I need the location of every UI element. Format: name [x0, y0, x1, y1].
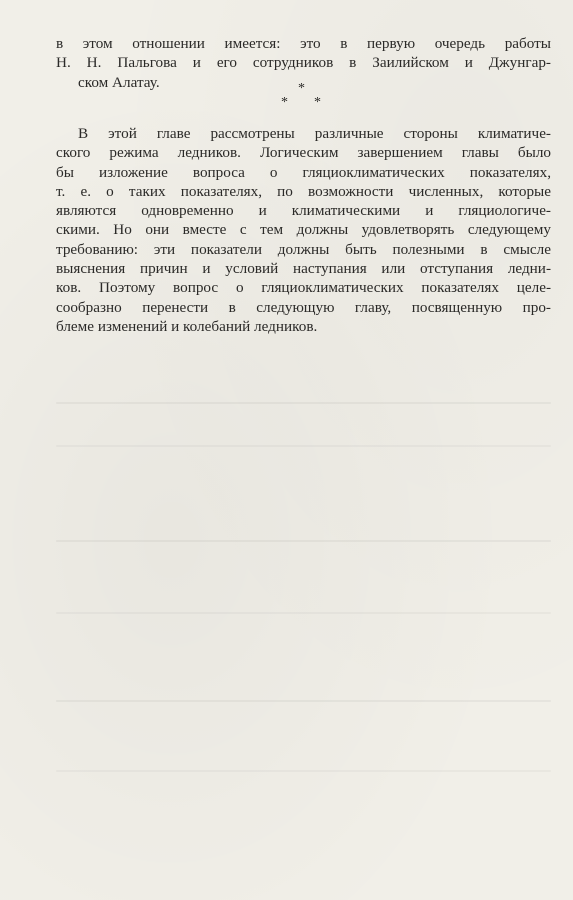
paragraph-line: в этом отношении имеется: это в первую очередь работы [56, 35, 551, 52]
paragraph-line: являются одновременно и климатическими и гляциологиче- [56, 202, 551, 220]
page-bleed-mark [56, 770, 551, 772]
paragraph-line: требованию: эти показатели должны быть полезными в смысле [56, 240, 551, 258]
paragraph-line: т. е. о таких показателях, по возможности численных, которые [56, 182, 551, 200]
page-bleed-mark [56, 700, 551, 702]
paragraph-line: В этой главе рассмотрены различные стороны климатиче- [78, 125, 551, 142]
page-bleed-mark [56, 540, 551, 542]
page-bleed-mark [56, 402, 551, 404]
paragraph-line: бы изложение вопроса о гляциоклиматических показателях, [56, 163, 551, 181]
paragraph-line: ского режима ледников. Логическим завершением главы было [56, 144, 551, 162]
main-paragraph [56, 124, 551, 336]
paragraph-line: блеме изменений и колебаний ледников. [56, 317, 318, 335]
page-bleed-mark [56, 445, 551, 447]
paragraph-line: ков. Поэтому вопрос о гляциоклиматических показателях целе- [56, 279, 551, 297]
section-separator [0, 82, 573, 114]
paragraph-line: Н. Н. Пальгова и его сотрудников в Заилийском и Джунгар- [56, 54, 551, 72]
paragraph-line: выяснения причин и условий наступания или отступания ледни- [56, 260, 551, 278]
paragraph-line: скими. Но они вместе с тем должны удовлетворять следующему [56, 221, 551, 239]
paragraph-line: сообразно перенести в следующую главу, посвященную про- [56, 298, 551, 316]
asterisk-mark: * [314, 95, 321, 110]
asterisk-mark: * [281, 95, 288, 110]
page-bleed-mark [56, 612, 551, 614]
asterisk-mark: * [298, 81, 305, 96]
paragraph-line: ском Алатау. [78, 73, 160, 91]
